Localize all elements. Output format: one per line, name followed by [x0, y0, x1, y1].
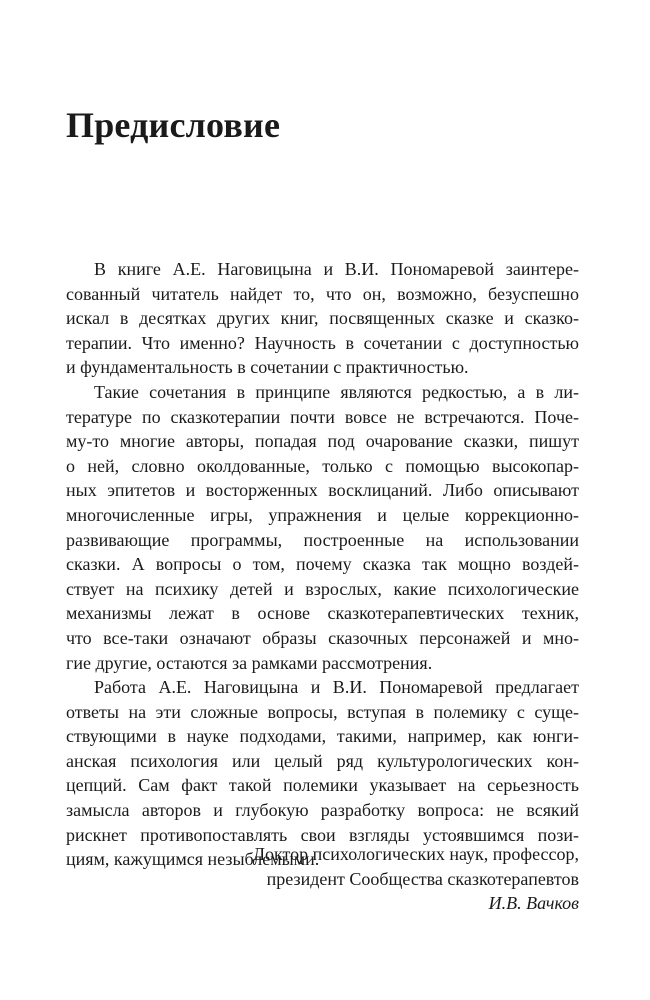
signature-position-line: президент Сообщества сказкотерапевтов: [266, 868, 579, 889]
signature-title-line: Доктор психологических наук, профессор,: [252, 844, 579, 864]
text-line: му-то многие авторы, попадая под очарование сказки, пишут: [66, 431, 579, 452]
text-line: В книге А.Е. Наговицына и В.И. Пономаревой заинтере-: [94, 259, 579, 279]
paragraph-2: [66, 380, 579, 675]
text-line: ответы на эти сложные вопросы, вступая в полемику с суще-: [66, 701, 579, 722]
text-line: механизмы лежат в основе сказкотерапевтических техник,: [66, 603, 579, 624]
signature-author-name: И.В. Вачков: [488, 893, 579, 914]
text-line: развивающие программы, построенные на использовании: [66, 529, 579, 550]
text-line: циям, кажущимся незыблемыми.: [66, 849, 320, 870]
text-line: цепций. Сам факт такой полемики указывает на серьезность: [66, 775, 579, 796]
page: [66, 0, 579, 1000]
text-line: и фундаментальность в сочетании с практичностью.: [66, 357, 469, 378]
text-line: что все-таки означают образы сказочных персонажей и мно-: [66, 627, 579, 648]
paragraph-1: [66, 257, 579, 380]
text-line: сованный читатель найдет то, что он, возможно, безуспешно: [66, 283, 579, 304]
text-line: ных эпитетов и восторженных восклицаний. Либо описывают: [66, 480, 579, 501]
text-line: замысла авторов и глубокую разработку вопроса: не всякий: [66, 800, 579, 821]
text-line: ствует на психику детей и взрослых, какие психологические: [66, 578, 579, 599]
signature-block: [66, 842, 579, 916]
text-line: Работа А.Е. Наговицына и В.И. Пономаревой предлагает: [94, 677, 579, 698]
text-line: терапии. Что именно? Научность в сочетании с доступностью: [66, 332, 579, 353]
text-line: искал в десятках других книг, посвященных сказке и сказко-: [66, 308, 579, 329]
text-line: многочисленные игры, упражнения и целые коррекционно-: [66, 504, 579, 525]
text-line: сказки. А вопросы о том, почему сказка так мощно воздей-: [66, 554, 579, 575]
text-line: ствующими в науке подходами, такими, например, как юнги-: [66, 726, 579, 747]
text-line: о ней, словно околдованные, только с помощью высокопар-: [66, 455, 579, 476]
text-line: гие другие, остаются за рамками рассмотрения.: [66, 652, 433, 673]
text-line: тературе по сказкотерапии почти вовсе не встречаются. Поче-: [66, 406, 579, 427]
text-line: анская психология или целый ряд культурологических кон-: [66, 750, 579, 771]
text-line: Такие сочетания в принципе являются редкостью, а в ли-: [94, 381, 579, 402]
page-title: Предисловие: [66, 105, 281, 145]
body-text: [66, 257, 579, 872]
text-line: рискнет противопоставлять свои взгляды устоявшимся пози-: [66, 824, 579, 845]
